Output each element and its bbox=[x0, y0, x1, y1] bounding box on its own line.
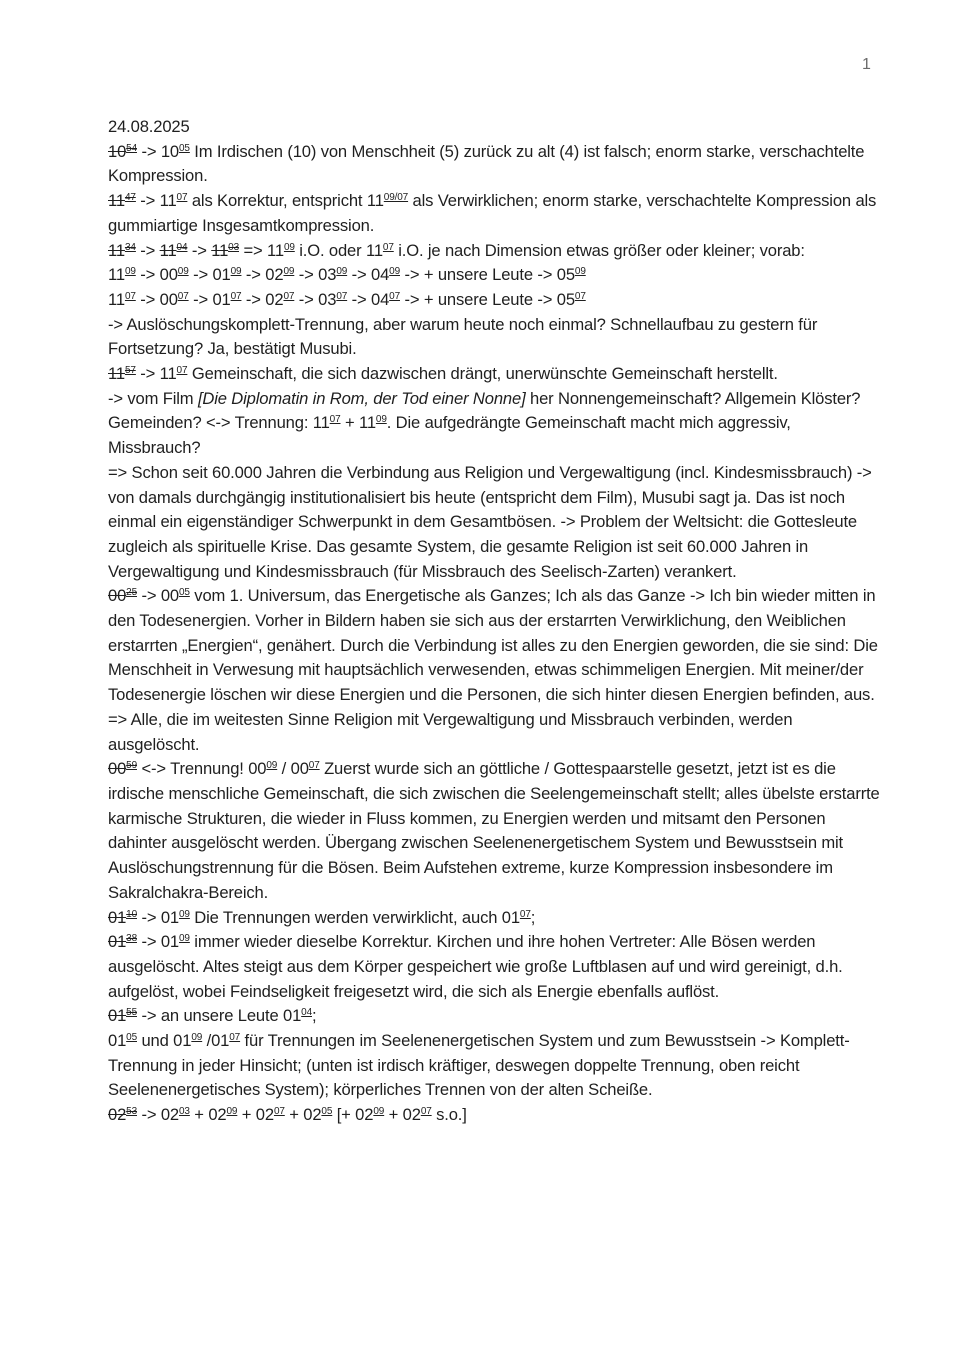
time-stamp bbox=[161, 586, 190, 605]
paragraph-text: s.o.] bbox=[431, 1105, 467, 1125]
time-hour: 01 bbox=[212, 289, 231, 309]
time-minute: 09 bbox=[230, 266, 242, 278]
paragraph-text: und bbox=[137, 1031, 174, 1051]
time-stamp bbox=[208, 1105, 237, 1124]
paragraph-text: -> bbox=[241, 289, 266, 309]
time-hour: 11 bbox=[108, 265, 125, 285]
paragraph-text: + bbox=[237, 1105, 256, 1125]
paragraph-text: -> bbox=[347, 289, 371, 309]
time-minute: 10 bbox=[126, 908, 137, 920]
time-minute: 09 bbox=[574, 266, 586, 278]
time-stamp bbox=[248, 759, 277, 778]
time-hour: 11 bbox=[211, 240, 229, 260]
paragraph-text: + bbox=[189, 1105, 209, 1125]
crossed-out-time bbox=[108, 1006, 137, 1025]
paragraph-text: Zuerst wurde sich an göttliche / Gottespaarstelle gesetzt, jetzt ist es die irdische menschliche Gemeinschaft, die sich zwischen die Seelengemeinschaft stellt; alles übelste erstarrte karmische Strukturen, die wieder in Fluss kommen, zu Energien werden und mitsamt den Personen dahinter ausgelöscht werden. Übergang zwischen Seelenenergetischem System und Bewusstsein mit Auslöschungstrennung für die Bösen. Beim Aufstehen extreme, kurze Kompression insbesondere im Sakralchakra-Bereich. bbox=[108, 759, 880, 902]
time-stamp bbox=[313, 413, 341, 432]
time-hour: 02 bbox=[108, 1105, 127, 1125]
paragraph-text: . Die aufgedrängte Gemeinschaft macht mich aggressiv, Missbrauch? bbox=[108, 413, 791, 458]
paragraph bbox=[108, 584, 883, 757]
paragraph-text: -> + unsere Leute -> bbox=[399, 265, 557, 285]
time-minute: 03 bbox=[179, 1106, 190, 1118]
time-hour: 01 bbox=[211, 1031, 230, 1051]
time-minute: 07 bbox=[420, 1106, 432, 1118]
time-minute: 07 bbox=[382, 241, 394, 253]
time-stamp bbox=[211, 1031, 240, 1050]
paragraph-text: vom 1. Universum, das Energetische als Ganzes; Ich als das Ganze -> Ich bin wieder mitten in den Todesenergien. Vorher in Bildern haben sie sich aus der erstarrten Verwirklichung, den Weiblichen erstarrten „Energien“, genähert. Durch die Verbindung ist alles zu den Energien geworden, die sie sind: Die Menschheit in Verwesung mit hauptsächlich verwesenden, etwas schimmeligen Energien. Mit meiner/der Todesenergie löschen wir diese Energien und die Personen, die sich hinter diesen Energien befinden, aus. => Alle, die im weitesten Sinne Religion mit Vergewaltigung und Missbrauch verbinden, werden ausgelöscht. bbox=[108, 586, 878, 754]
time-minute: 07 bbox=[336, 290, 348, 302]
time-stamp bbox=[161, 1105, 190, 1124]
paragraph-text: / bbox=[277, 759, 291, 779]
time-minute: 57 bbox=[124, 365, 136, 377]
time-hour: 11 bbox=[366, 191, 384, 211]
time-hour: 02 bbox=[402, 1105, 421, 1125]
paragraph-text: -> bbox=[137, 1105, 161, 1125]
document-date: 24.08.2025 bbox=[108, 117, 190, 136]
time-stamp bbox=[303, 1105, 332, 1124]
time-stamp bbox=[212, 290, 241, 309]
time-hour: 11 bbox=[267, 240, 284, 260]
time-minute: 09/07 bbox=[383, 192, 409, 204]
time-minute: 04 bbox=[176, 241, 188, 253]
time-minute: 09 bbox=[336, 266, 348, 278]
paragraph-text: immer wieder dieselbe Korrektur. Kirchen und ihre hohen Vertreter: Alle Bösen werden ausgelöscht. Altes steigt aus dem Körper gespeichert wie große Luftblasen auf und wird gereinigt, d.h. aufgelöst, wobei Feindseligkeit freigesetzt wird, die sich als Energie ebenfalls auflöst. bbox=[108, 932, 843, 1001]
paragraph bbox=[108, 387, 883, 461]
time-minute: 07 bbox=[389, 290, 400, 302]
time-minute: 09 bbox=[283, 241, 295, 253]
time-minute: 55 bbox=[126, 1007, 137, 1019]
time-stamp bbox=[108, 1031, 137, 1050]
paragraph bbox=[108, 930, 883, 1004]
paragraph-text: Gemeinschaft, die sich dazwischen drängt, unerwünschte Gemeinschaft herstellt. bbox=[187, 364, 778, 384]
paragraph-text: -> bbox=[135, 289, 160, 309]
paragraph-text: <-> Trennung! bbox=[137, 759, 249, 779]
time-hour: 02 bbox=[255, 1105, 274, 1125]
time-hour: 10 bbox=[160, 141, 180, 161]
paragraph-text: + bbox=[340, 413, 359, 433]
paragraph-text: -> bbox=[241, 265, 266, 285]
time-stamp bbox=[160, 265, 189, 284]
crossed-out-time bbox=[108, 932, 137, 951]
time-minute: 07 bbox=[176, 365, 188, 377]
time-minute: 07 bbox=[574, 290, 586, 302]
time-minute: 53 bbox=[126, 1106, 137, 1118]
paragraph bbox=[108, 239, 883, 264]
time-hour: 02 bbox=[303, 1105, 322, 1125]
time-hour: 01 bbox=[160, 932, 180, 952]
time-minute: 54 bbox=[126, 142, 137, 154]
paragraph-text: / bbox=[202, 1031, 212, 1051]
document-body bbox=[108, 115, 883, 1128]
time-minute: 07 bbox=[230, 290, 242, 302]
time-minute: 07 bbox=[283, 290, 295, 302]
time-stamp bbox=[318, 290, 347, 309]
time-stamp bbox=[161, 908, 190, 927]
time-stamp bbox=[318, 265, 347, 284]
time-minute: 59 bbox=[126, 760, 137, 772]
time-minute: 07 bbox=[308, 760, 320, 772]
time-minute: 07 bbox=[124, 290, 136, 302]
paragraph bbox=[108, 461, 883, 585]
crossed-out-time bbox=[108, 1105, 137, 1124]
time-minute: 09 bbox=[226, 1106, 238, 1118]
paragraph bbox=[108, 1103, 883, 1128]
time-stamp bbox=[265, 265, 294, 284]
paragraph-text: -> vom Film bbox=[108, 388, 198, 408]
crossed-out-time bbox=[108, 241, 136, 260]
paragraph-text: -> bbox=[294, 265, 319, 285]
crossed-out-time bbox=[108, 142, 137, 161]
time-stamp bbox=[265, 290, 294, 309]
time-minute: 09 bbox=[191, 1032, 203, 1044]
time-hour: 01 bbox=[108, 1006, 127, 1026]
paragraph-text: -> bbox=[188, 265, 213, 285]
time-stamp bbox=[367, 191, 408, 210]
time-hour: 01 bbox=[160, 907, 180, 927]
paragraph-text: -> + unsere Leute -> bbox=[399, 289, 557, 309]
time-minute: 05 bbox=[126, 1032, 137, 1044]
time-hour: 11 bbox=[108, 289, 125, 309]
time-hour: 01 bbox=[108, 932, 127, 952]
paragraph-text: Die Trennungen werden verwirklicht, auch bbox=[189, 907, 502, 927]
time-hour: 01 bbox=[108, 1031, 127, 1051]
time-hour: 05 bbox=[556, 289, 575, 309]
time-minute: 09 bbox=[179, 908, 190, 920]
time-stamp bbox=[161, 932, 190, 951]
time-minute: 09 bbox=[177, 266, 189, 278]
paragraph-text: => bbox=[238, 240, 267, 260]
time-hour: 00 bbox=[108, 759, 127, 779]
time-hour: 02 bbox=[265, 265, 284, 285]
time-minute: 09 bbox=[179, 933, 190, 945]
time-hour: 11 bbox=[108, 191, 125, 211]
paragraph-text: als Verwirklichen; enorm starke, verschachtelte Kompression als gummiartige Insgesamtkompression. bbox=[108, 191, 877, 235]
paragraph-text: -> bbox=[135, 265, 160, 285]
paragraph-text: -> bbox=[135, 191, 160, 211]
time-stamp bbox=[108, 265, 136, 284]
crossed-out-time bbox=[108, 586, 137, 605]
time-hour: 05 bbox=[556, 265, 575, 285]
time-hour: 03 bbox=[318, 265, 337, 285]
time-hour: 04 bbox=[370, 265, 390, 285]
time-stamp bbox=[371, 290, 400, 309]
time-hour: 00 bbox=[248, 759, 267, 779]
time-hour: 01 bbox=[501, 907, 520, 927]
time-hour: 00 bbox=[290, 759, 309, 779]
time-minute: 09 bbox=[283, 266, 295, 278]
time-hour: 02 bbox=[208, 1105, 227, 1125]
time-hour: 11 bbox=[365, 240, 383, 260]
time-minute: 34 bbox=[124, 241, 136, 253]
time-stamp bbox=[366, 241, 394, 260]
paragraph bbox=[108, 140, 883, 189]
paragraph-text: -> bbox=[188, 289, 213, 309]
time-stamp bbox=[371, 265, 400, 284]
crossed-out-time bbox=[108, 759, 137, 778]
time-hour: 11 bbox=[108, 240, 125, 260]
time-minute: 07 bbox=[329, 414, 341, 426]
time-hour: 11 bbox=[358, 413, 376, 433]
time-minute: 07 bbox=[177, 290, 189, 302]
paragraph-text: -> bbox=[347, 265, 371, 285]
time-hour: 01 bbox=[212, 265, 231, 285]
time-stamp bbox=[160, 191, 188, 210]
paragraph-text: + bbox=[384, 1105, 403, 1125]
time-stamp bbox=[173, 1031, 202, 1050]
paragraph-text: -> bbox=[137, 141, 161, 161]
paragraph bbox=[108, 1004, 883, 1029]
paragraph bbox=[108, 362, 883, 387]
time-hour: 11 bbox=[108, 364, 125, 384]
crossed-out-time bbox=[211, 241, 239, 260]
time-hour: 01 bbox=[108, 907, 127, 927]
time-stamp bbox=[502, 908, 531, 927]
paragraph bbox=[108, 189, 883, 238]
paragraph-text: her Nonnengemeinschaft? Allgemein Klöster? Gemeinden? <-> Trennung: bbox=[108, 388, 861, 433]
time-minute: 05 bbox=[179, 587, 190, 599]
crossed-out-time bbox=[108, 364, 136, 383]
time-hour: 00 bbox=[108, 586, 127, 606]
paragraph-text: für Trennungen im Seelenenergetischen System und zum Bewusstsein -> Komplett-Trennung in jeder Hinsicht; (unten ist irdisch kräftiger, deswegen doppelte Trennung, oben reicht Seelenenergetisches System); körperliches Trennen von der alten Scheiße. bbox=[108, 1031, 850, 1100]
paragraph-text: => Schon seit 60.000 Jahren die Verbindung aus Religion und Vergewaltigung (incl. Kindesmissbrauch) -> von damals durchgängig institutionalisiert bis heute (entspricht dem Film), Musubi sagt ja. Das ist noch einmal ein eigenständiger Schwerpunkt in dem Gesamtbösen. -> Problem der Weltsicht: die Gottesleute zugleich als spirituelle Krise. Das gesamte System, die gesamte Religion ist seit 60.000 Jahren in Vergewaltigung und Kindesmissbrauch (für Missbrauch des Seelisch-Zarten) verankert. bbox=[108, 462, 872, 581]
time-minute: 07 bbox=[273, 1106, 285, 1118]
time-stamp bbox=[160, 364, 188, 383]
time-hour: 00 bbox=[159, 265, 178, 285]
time-stamp bbox=[283, 1006, 312, 1025]
time-stamp bbox=[267, 241, 295, 260]
time-stamp bbox=[256, 1105, 285, 1124]
time-minute: 04 bbox=[301, 1007, 312, 1019]
time-stamp bbox=[212, 265, 241, 284]
paragraph-text: ; bbox=[530, 907, 536, 927]
time-minute: 38 bbox=[126, 933, 137, 945]
time-minute: 03 bbox=[228, 241, 239, 253]
time-minute: 05 bbox=[321, 1106, 333, 1118]
time-minute: 09 bbox=[124, 266, 136, 278]
crossed-out-time bbox=[108, 191, 136, 210]
time-hour: 02 bbox=[355, 1105, 374, 1125]
time-minute: 07 bbox=[176, 192, 188, 204]
time-hour: 02 bbox=[265, 289, 284, 309]
time-minute: 07 bbox=[229, 1032, 241, 1044]
time-stamp bbox=[160, 290, 189, 309]
time-stamp bbox=[355, 1105, 384, 1124]
paragraph bbox=[108, 757, 883, 905]
time-stamp bbox=[557, 290, 586, 309]
paragraph bbox=[108, 313, 883, 362]
paragraph-text: -> Auslöschungskomplett-Trennung, aber warum heute noch einmal? Schnellaufbau zu gestern für Fortsetzung? Ja, bestätigt Musubi. bbox=[108, 314, 818, 359]
paragraph-list bbox=[108, 140, 883, 1128]
paragraph-text: Im Irdischen (10) von Menschheit (5) zurück zu alt (4) ist falsch; enorm starke, verschachtelte Kompression. bbox=[108, 141, 865, 186]
time-hour: 02 bbox=[160, 1105, 180, 1125]
time-minute: 09 bbox=[266, 760, 278, 772]
paragraph-text: ; bbox=[312, 1006, 317, 1026]
time-minute: 09 bbox=[373, 1106, 385, 1118]
time-stamp bbox=[161, 142, 190, 161]
time-stamp bbox=[403, 1105, 432, 1124]
page-number: 1 bbox=[862, 56, 871, 73]
time-hour: 11 bbox=[159, 240, 177, 260]
paragraph-text: -> bbox=[137, 586, 161, 606]
time-hour: 01 bbox=[173, 1031, 192, 1051]
time-minute: 47 bbox=[124, 192, 136, 204]
time-stamp bbox=[291, 759, 320, 778]
paragraph-text: als Korrektur, entspricht bbox=[187, 191, 367, 211]
time-minute: 09 bbox=[375, 414, 387, 426]
paragraph bbox=[108, 906, 883, 931]
paragraph-text: -> bbox=[294, 289, 319, 309]
paragraph-text: i.O. oder bbox=[294, 240, 366, 260]
time-hour: 10 bbox=[108, 141, 127, 161]
paragraph-text: + bbox=[284, 1105, 304, 1125]
time-minute: 07 bbox=[519, 908, 531, 920]
paragraph bbox=[108, 1029, 883, 1103]
time-hour: 00 bbox=[159, 289, 178, 309]
time-minute: 25 bbox=[126, 587, 137, 599]
time-hour: 01 bbox=[283, 1006, 302, 1026]
paragraph-text: i.O. je nach Dimension etwas größer oder kleiner; vorab: bbox=[393, 240, 805, 260]
paragraph-text: -> bbox=[135, 240, 160, 260]
time-hour: 00 bbox=[160, 586, 180, 606]
paragraph-text: -> bbox=[137, 907, 161, 927]
time-stamp bbox=[359, 413, 387, 432]
time-hour: 11 bbox=[159, 191, 177, 211]
time-minute: 09 bbox=[389, 266, 400, 278]
time-hour: 11 bbox=[312, 413, 330, 433]
film-title: [Die Diplomatin in Rom, der Tod einer Nonne] bbox=[197, 388, 526, 408]
time-hour: 11 bbox=[159, 364, 177, 384]
paragraph bbox=[108, 288, 883, 313]
paragraph-text: -> bbox=[187, 240, 212, 260]
time-hour: 03 bbox=[318, 289, 337, 309]
paragraph-text: -> bbox=[137, 932, 161, 952]
time-minute: 05 bbox=[179, 142, 190, 154]
paragraph-text: [+ bbox=[332, 1105, 356, 1125]
time-stamp bbox=[557, 265, 586, 284]
crossed-out-time bbox=[160, 241, 188, 260]
crossed-out-time bbox=[108, 908, 137, 927]
paragraph-text: -> an unsere Leute bbox=[137, 1006, 283, 1026]
time-stamp bbox=[108, 290, 136, 309]
time-hour: 04 bbox=[370, 289, 390, 309]
paragraph bbox=[108, 263, 883, 288]
paragraph-text: -> bbox=[135, 364, 160, 384]
